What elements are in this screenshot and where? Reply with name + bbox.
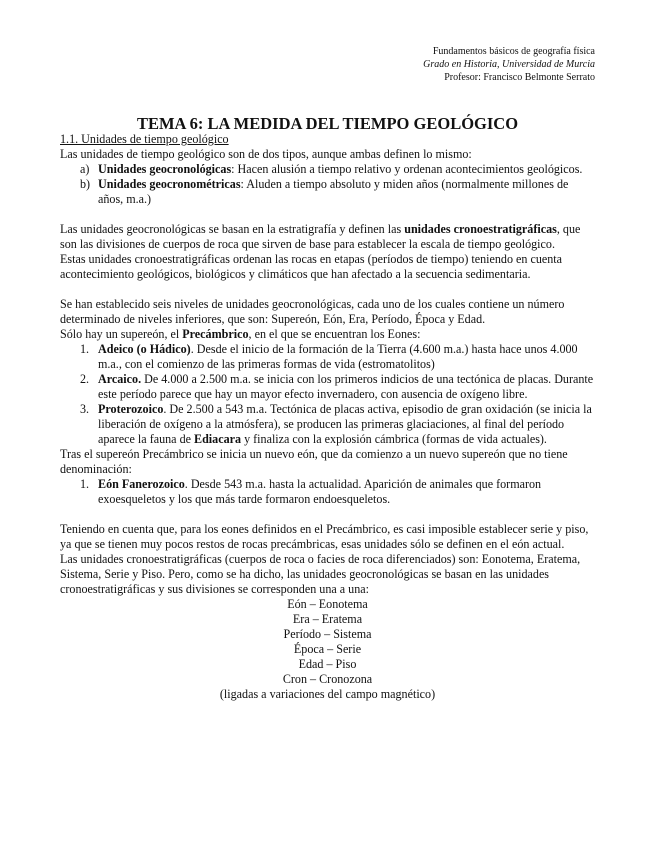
correspondence-item: Época – Serie <box>293 642 362 656</box>
term: Ediacara <box>194 432 242 446</box>
term-text: : Aluden a tiempo absoluto y miden años (normalmente millones de años, m.a.) <box>98 177 569 206</box>
term-text: . Desde el inicio de la formación de la Tierra (4.600 m.a.) hasta hace unos 4.000 m.a., con el comienzo de las primeras formas de vida (estromatolitos) <box>98 342 578 371</box>
phanerozoic-list <box>60 477 595 507</box>
list-item <box>60 342 595 372</box>
intro-paragraph: Las unidades de tiempo geológico son de dos tipos, aunque ambas definen lo mismo: <box>60 147 472 161</box>
correspondence-note: (ligadas a variaciones del campo magnético) <box>219 687 436 701</box>
term-text: : Hacen alusión a tiempo relativo y ordenan acontecimientos geológicos. <box>231 162 583 176</box>
unit-types-list <box>60 162 595 207</box>
paragraph: Teniendo en cuenta que, para los eones definidos en el Precámbrico, es casi imposible establecer serie y piso, ya que se tienen muy pocos restos de rocas precámbricas, esas unidades sólo se definen en el eón actual. <box>60 522 589 551</box>
paragraph: Se han establecido seis niveles de unidades geocronológicas, cada uno de los cuales contiene un número determinado de niveles inferiores, que son: Supereón, Eón, Era, Período, Época y Edad. <box>60 297 565 326</box>
term-text: . Desde 543 m.a. hasta la actualidad. Aparición de animales que formaron exoesqueletos y los que más tarde formaron endoesqueletos. <box>98 477 542 506</box>
term: Arcaico. <box>98 372 142 386</box>
term: Precámbrico <box>182 327 249 341</box>
eons-list <box>60 342 595 447</box>
page-title: TEMA 6: LA MEDIDA DEL TIEMPO GEOLÓGICO <box>136 114 519 133</box>
text-run: , en el que se encuentran los Eones: <box>248 327 421 341</box>
professor-name: Profesor: Francisco Belmonte Serrato <box>444 72 595 83</box>
term-text: y finaliza con la explosión cámbrica (formas de vida actuales). <box>241 432 547 446</box>
term-text: De 4.000 a 2.500 m.a. se inicia con los primeros indicios de una tectónica de placas. Durante este período parece que hay un mayor efecto invernadero, con ausencia de oxígeno libre. <box>98 372 594 401</box>
list-item <box>60 477 595 507</box>
unit-correspondence-list <box>60 597 595 702</box>
correspondence-item: Era – Eratema <box>292 612 363 626</box>
section-heading: 1.1. Unidades de tiempo geológico <box>60 132 229 146</box>
document-header <box>423 45 595 84</box>
list-marker: 1. <box>80 477 90 491</box>
document-body <box>60 132 595 702</box>
term: Proterozoico <box>98 402 164 416</box>
correspondence-item: Período – Sistema <box>283 627 372 641</box>
list-marker: a) <box>80 162 90 176</box>
list-item <box>60 372 595 402</box>
paragraph: Tras el supereón Precámbrico se inicia un nuevo eón, que da comienzo a un nuevo supereón que no tiene denominación: <box>60 447 568 476</box>
term: Adeico (o Hádico) <box>98 342 191 356</box>
text-run: , que son las divisiones de cuerpos de roca que sirven de base para establecer la escala de tiempo geológico. <box>60 222 581 251</box>
text-run: Sólo hay un supereón, el <box>60 327 183 341</box>
list-marker: 2. <box>80 372 90 386</box>
paragraph: Estas unidades cronoestratigráficas ordenan las rocas en etapas (períodos de tiempo) teniendo en cuenta acontecimiento geológicos, biológicos y climáticos que han afectado a la secuencia sedimentaria. <box>60 252 563 281</box>
list-marker: b) <box>80 177 91 191</box>
term: Eón Fanerozoico <box>98 477 185 491</box>
term-text: . De 2.500 a 543 m.a. Tectónica de placas activa, episodio de gran oxidación (se inicia la liberación de oxígeno a la atmósfera), se producen las primeras glaciaciones, al final del período aparece la fauna de <box>98 402 592 446</box>
list-item <box>60 402 595 447</box>
course-name: Fundamentos básicos de geografía física <box>432 46 595 57</box>
list-item <box>60 177 595 207</box>
term: Unidades geocronológicas <box>98 162 232 176</box>
list-marker: 1. <box>80 342 90 356</box>
correspondence-item: Eón – Eonotema <box>287 597 368 611</box>
list-marker: 3. <box>80 402 90 416</box>
correspondence-item: Cron – Cronozona <box>282 672 373 686</box>
term: unidades cronoestratigráficas <box>404 222 557 236</box>
degree-name: Grado en Historia, Universidad de Murcia <box>423 59 595 70</box>
term: Unidades geocronométricas <box>98 177 241 191</box>
paragraph <box>60 222 595 252</box>
correspondence-item: Edad – Piso <box>298 657 357 671</box>
list-item <box>60 162 595 177</box>
paragraph <box>60 327 595 342</box>
paragraph: Las unidades cronoestratigráficas (cuerpos de roca o facies de roca diferenciados) son: Eonotema, Eratema, Sistema, Serie y Piso. Pero, como se ha dicho, las unidades geocronológicas se basan en las unidades cronoestratigráficas y sus divisiones se corresponden una a una: <box>60 552 581 596</box>
text-run: Las unidades geocronológicas se basan en la estratigrafía y definen las <box>60 222 405 236</box>
